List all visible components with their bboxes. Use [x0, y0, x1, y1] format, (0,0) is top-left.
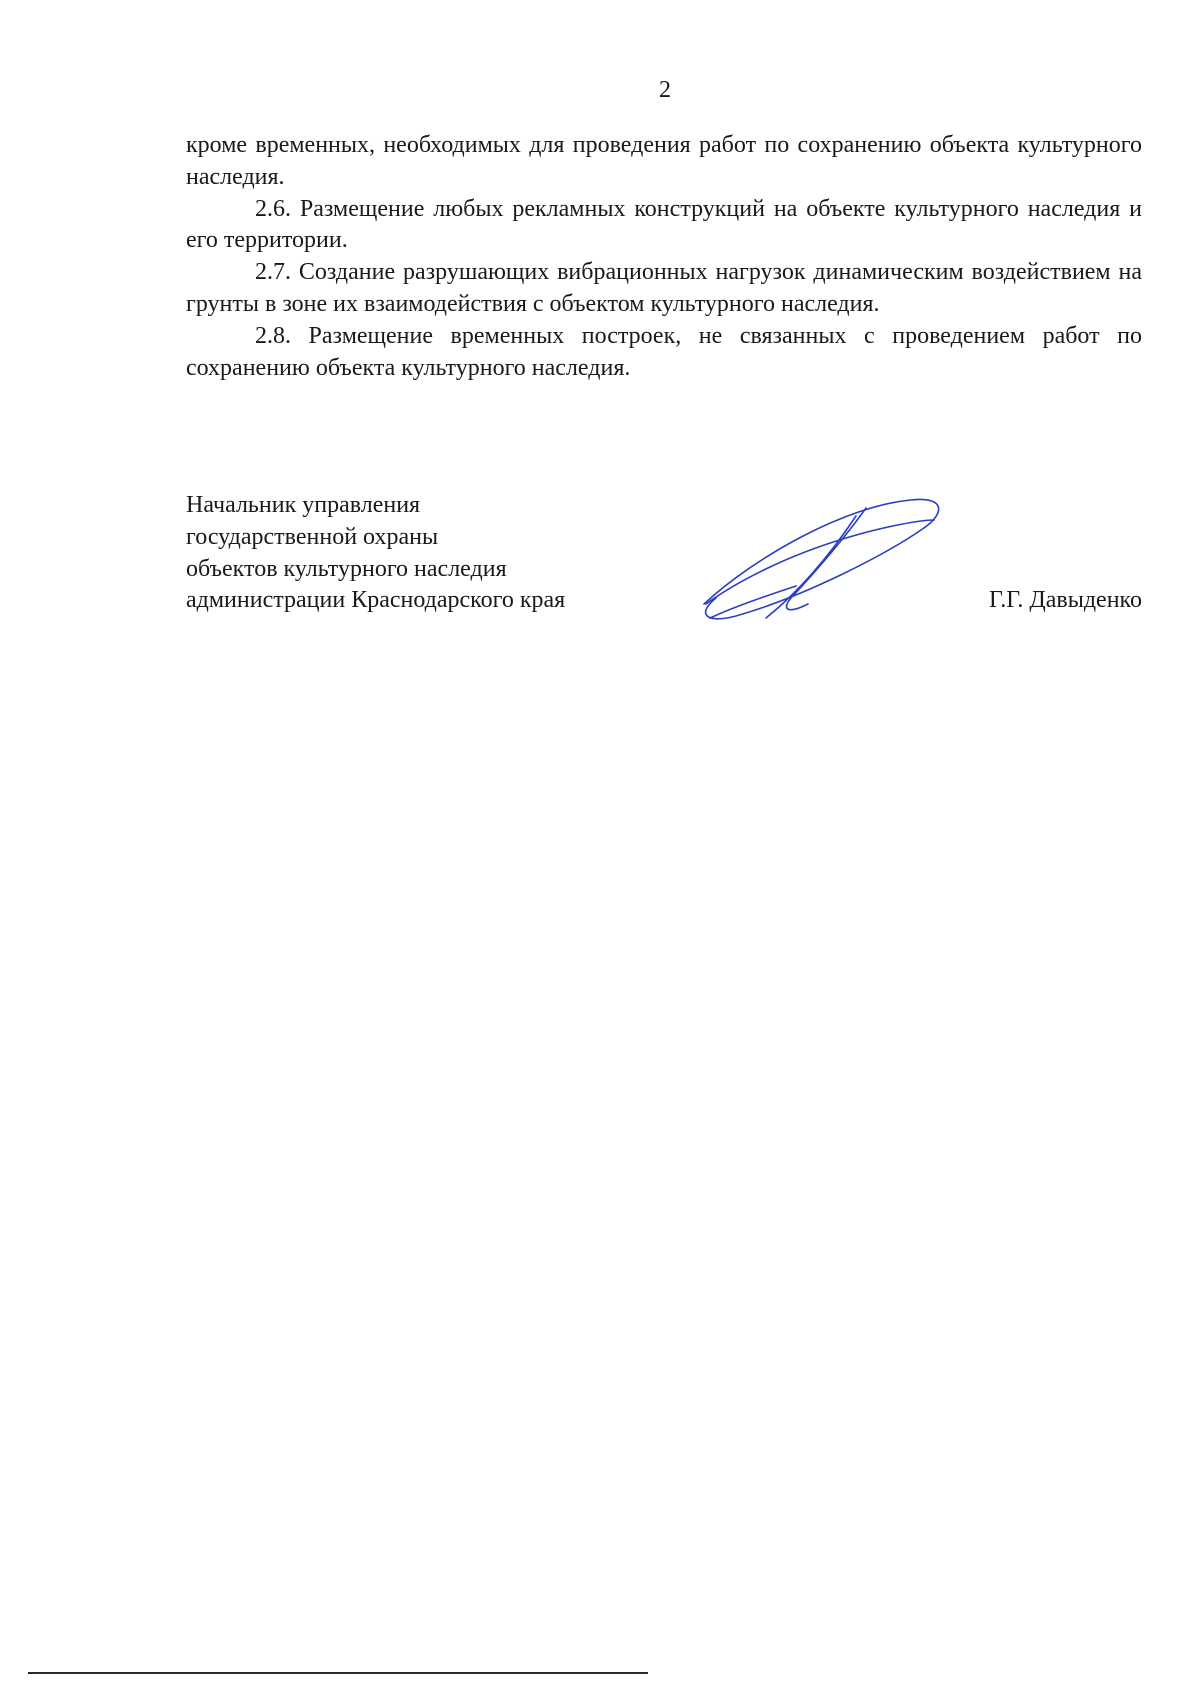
- signer-position: [186, 490, 565, 617]
- signature-block: [186, 490, 1142, 650]
- paragraph-continuation: кроме временных, необходимых для проведения работ по сохранению объекта культурного наследия.: [186, 132, 1142, 190]
- signer-name: Г.Г. Давыденко: [989, 587, 1142, 613]
- paragraph-item-2-8: 2.8. Размещение временных построек, не связанных с проведением работ по сохранению объекта культурного наследия.: [186, 322, 1142, 381]
- position-line: объектов культурного наследия: [186, 555, 507, 582]
- body-text: [186, 130, 1142, 384]
- page-number: 2: [659, 77, 671, 103]
- paragraph-item-2-7: 2.7. Создание разрушающих вибрационных нагрузок динамическим воздействием на грунты в зоне их взаимодействия с объектом культурного наследия.: [186, 259, 1142, 317]
- position-line: государственной охраны: [186, 523, 439, 550]
- position-line: Начальник управления: [186, 492, 421, 518]
- position-line: администрации Краснодарского края: [186, 587, 566, 614]
- handwritten-signature: [696, 486, 956, 636]
- signature-strokes: [704, 499, 939, 618]
- scan-edge-line: [28, 1672, 648, 1674]
- paragraph-item-2-6: 2.6. Размещение любых рекламных конструкций на объекте культурного наследия и его территории.: [186, 195, 1142, 254]
